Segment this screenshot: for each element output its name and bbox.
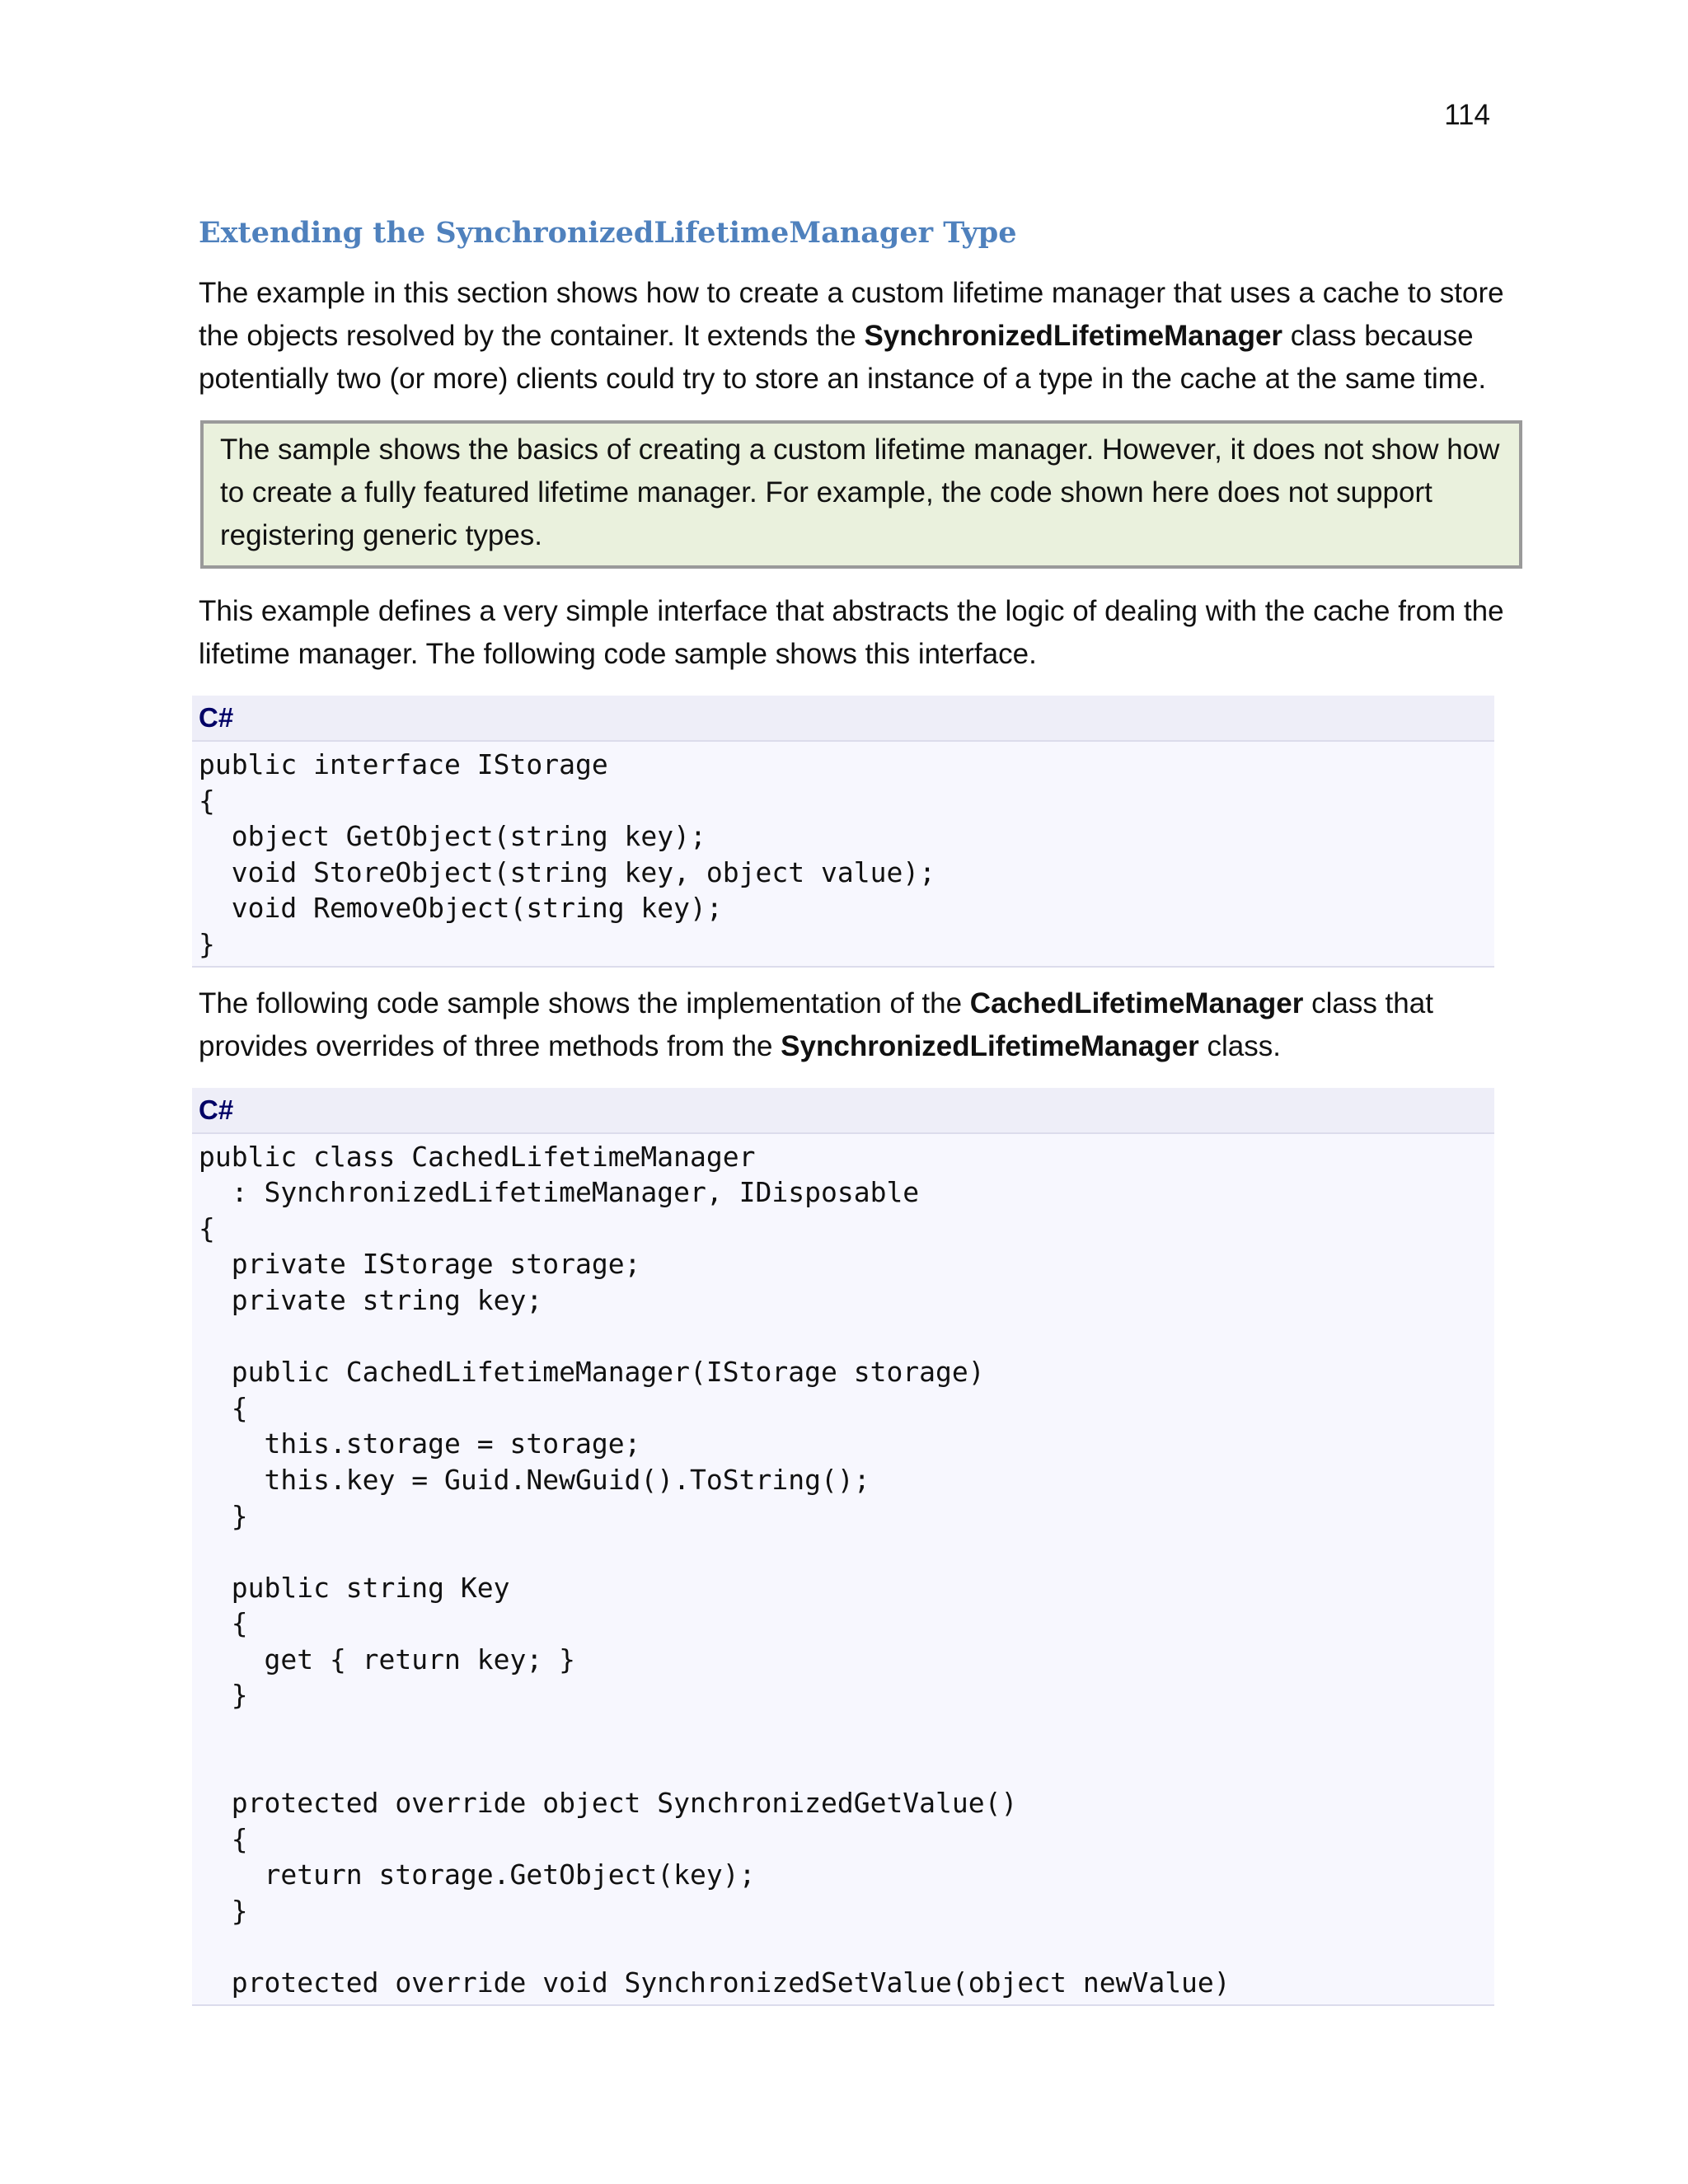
code-line [199,1750,1494,1786]
code-line: this.key = Guid.NewGuid().ToString(); [199,1463,870,1496]
code-line: public interface IStorage [199,748,608,780]
code-line: object GetObject(string key); [199,820,706,853]
intro-paragraph [199,272,1509,401]
code-line [199,1713,1494,1750]
impl-bold-base-class-name: SynchronizedLifetimeManager [781,1029,1199,1062]
code-line: } [199,1895,248,1928]
code-line: } [199,1499,248,1532]
impl-text-3: class. [1198,1029,1281,1062]
code-body [192,742,1494,966]
code-line: return storage.GetObject(key); [199,1858,756,1891]
code-line: void RemoveObject(string key); [199,892,723,925]
code-line: { [199,784,215,817]
code-line: : SynchronizedLifetimeManager, IDisposable [199,1176,920,1209]
code-line: public class CachedLifetimeManager [199,1140,756,1173]
code-line: public CachedLifetimeManager(IStorage storage) [199,1356,985,1389]
code-line: { [199,1391,248,1424]
code-line: } [199,927,215,960]
code-line: get { return key; } [199,1643,575,1675]
code-language-label: C# [192,696,1494,742]
code-line: void StoreObject(string key, object value); [199,855,936,888]
code-block-istorage [192,696,1494,968]
section-heading: Extending the SynchronizedLifetimeManager Type [199,216,1017,250]
code-line: protected override void SynchronizedSetValue(object newValue) [199,1966,1231,1999]
note-text: The sample shows the basics of creating a custom lifetime manager. However, it does not show how to create a fully featured lifetime manager. For example, the code shown here does not support registering generic types. [220,434,1500,551]
code-body [192,1134,1494,2004]
code-line: { [199,1822,248,1855]
implementation-intro-paragraph [199,982,1509,1068]
code-language-label: C# [192,1088,1494,1134]
code-line: public string Key [199,1571,510,1604]
note-box [200,420,1522,569]
intro-text-2: class because potentially two (or more) clients could try to store an instance of a type in the cache at the same time. [199,320,1487,395]
code-line: private string key; [199,1283,543,1316]
document-content [199,213,1509,2006]
impl-text-2: class that provides overrides of three methods from the [199,987,1433,1062]
code-line: { [199,1212,215,1244]
intro-bold-class-name: SynchronizedLifetimeManager [864,320,1283,352]
code-line [199,1929,1494,1966]
code-line: private IStorage storage; [199,1248,641,1281]
page-number: 114 [1444,99,1490,131]
impl-text-1: The following code sample shows the implementation of the [199,987,970,1019]
code-block-cached-lifetime-manager [192,1088,1494,2006]
code-line: { [199,1607,248,1640]
code-line: } [199,1679,248,1712]
interface-intro-paragraph: This example defines a very simple interface that abstracts the logic of dealing with the cache from the lifetime manager. The following code sample shows this interface. [199,595,1504,670]
code-line: this.storage = storage; [199,1427,641,1460]
code-line [199,1534,1494,1570]
code-line: protected override object SynchronizedGetValue() [199,1787,1018,1820]
impl-bold-class-name: CachedLifetimeManager [969,987,1304,1019]
intro-text-1: The example in this section shows how to create a custom lifetime manager that uses a cache to store the objects resolved by the container. It extends the [199,277,1504,352]
code-line [199,1319,1494,1355]
